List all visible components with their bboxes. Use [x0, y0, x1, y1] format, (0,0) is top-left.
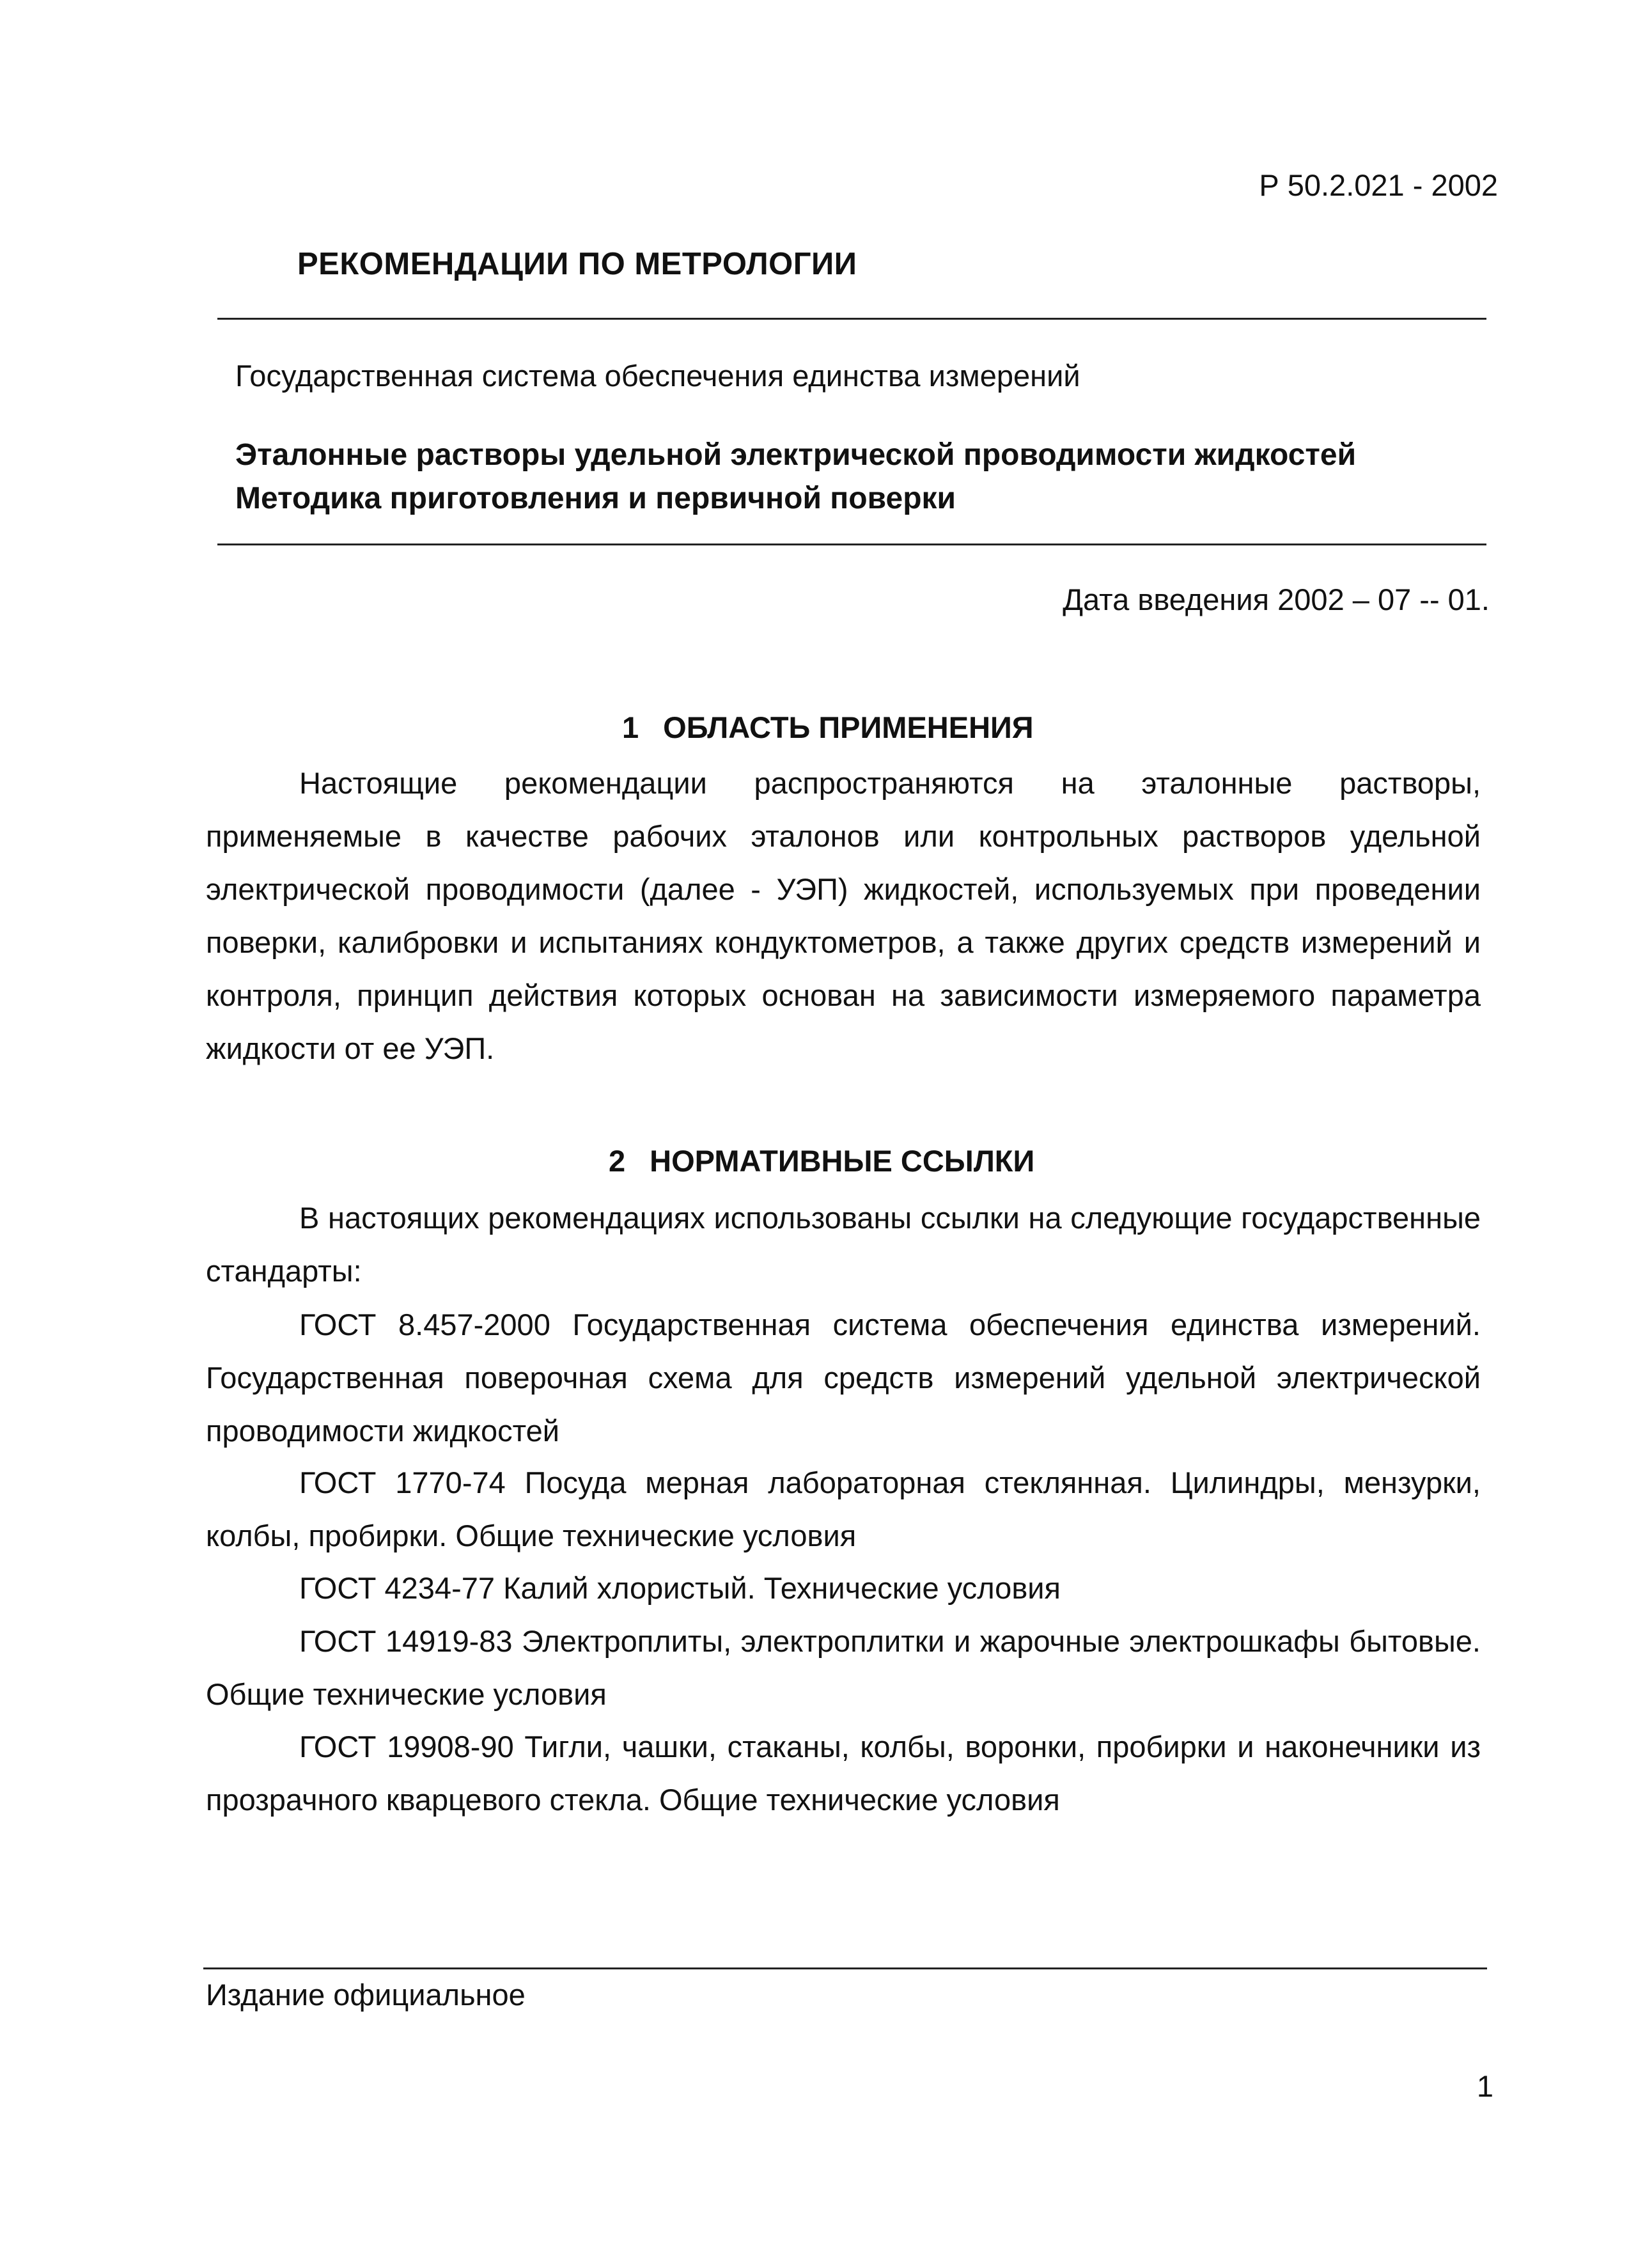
section-2-number: 2 [609, 1144, 626, 1178]
reference-item: ГОСТ 4234-77 Калий хлористый. Технические условия [299, 1571, 1061, 1605]
recommendation-title: РЕКОМЕНДАЦИИ ПО МЕТРОЛОГИИ [297, 247, 857, 281]
reference-item: ГОСТ 19908-90 Тигли, чашки, стаканы, колбы, воронки, пробирки и наконечники из прозрачного кварцевого стекла. Общие технические условия [206, 1730, 1481, 1817]
header-divider [217, 318, 1486, 320]
document-title [235, 434, 1356, 520]
title-divider [217, 544, 1486, 545]
title-line-1: Эталонные растворы удельной электрической проводимости жидкостей [235, 438, 1357, 472]
section-2-intro: В настоящих рекомендациях использованы ссылки на следующие государственные стандарты: [206, 1201, 1481, 1288]
edition-note: Издание официальное [206, 1978, 526, 2012]
section-1-title: ОБЛАСТЬ ПРИМЕНЕНИЯ [663, 710, 1034, 744]
document-number: Р 50.2.021 - 2002 [1259, 168, 1498, 202]
reference-item: ГОСТ 8.457-2000 Государственная система обеспечения единства измерений. Государственная поверочная схема для средств измерений удельной электрической проводимости жидкостей [206, 1308, 1481, 1448]
section-2-title: НОРМАТИВНЫЕ ССЫЛКИ [650, 1144, 1035, 1178]
title-line-2: Методика приготовления и первичной поверки [235, 481, 956, 515]
section-1-number: 1 [622, 710, 639, 744]
section-1-paragraph: Настоящие рекомендации распространяются на эталонные растворы, применяемые в качестве рабочих эталонов или контрольных растворов удельной электрической проводимости (далее - УЭП) жидкостей, используемых при проведении поверки, калибровки и испытаниях кондуктометров, а также других средств измерений и контроля, принцип действия которых основан на зависимости измеряемого параметра жидкости от ее УЭП. [206, 766, 1481, 1065]
section-2-heading [609, 1143, 1034, 1178]
reference-item: ГОСТ 1770-74 Посуда мерная лабораторная стеклянная. Цилиндры, мензурки, колбы, пробирки. Общие технические условия [206, 1466, 1481, 1552]
effective-date: Дата введения 2002 – 07 -- 01. [1063, 583, 1490, 616]
page-number: 1 [1476, 2069, 1493, 2103]
reference-item: ГОСТ 14919-83 Электроплиты, электроплитки и жарочные электрошкафы бытовые. Общие технические условия [206, 1624, 1481, 1711]
section-1-heading [622, 710, 1034, 745]
system-name: Государственная система обеспечения единства измерений [235, 359, 1080, 393]
footer-divider [203, 1967, 1487, 1969]
